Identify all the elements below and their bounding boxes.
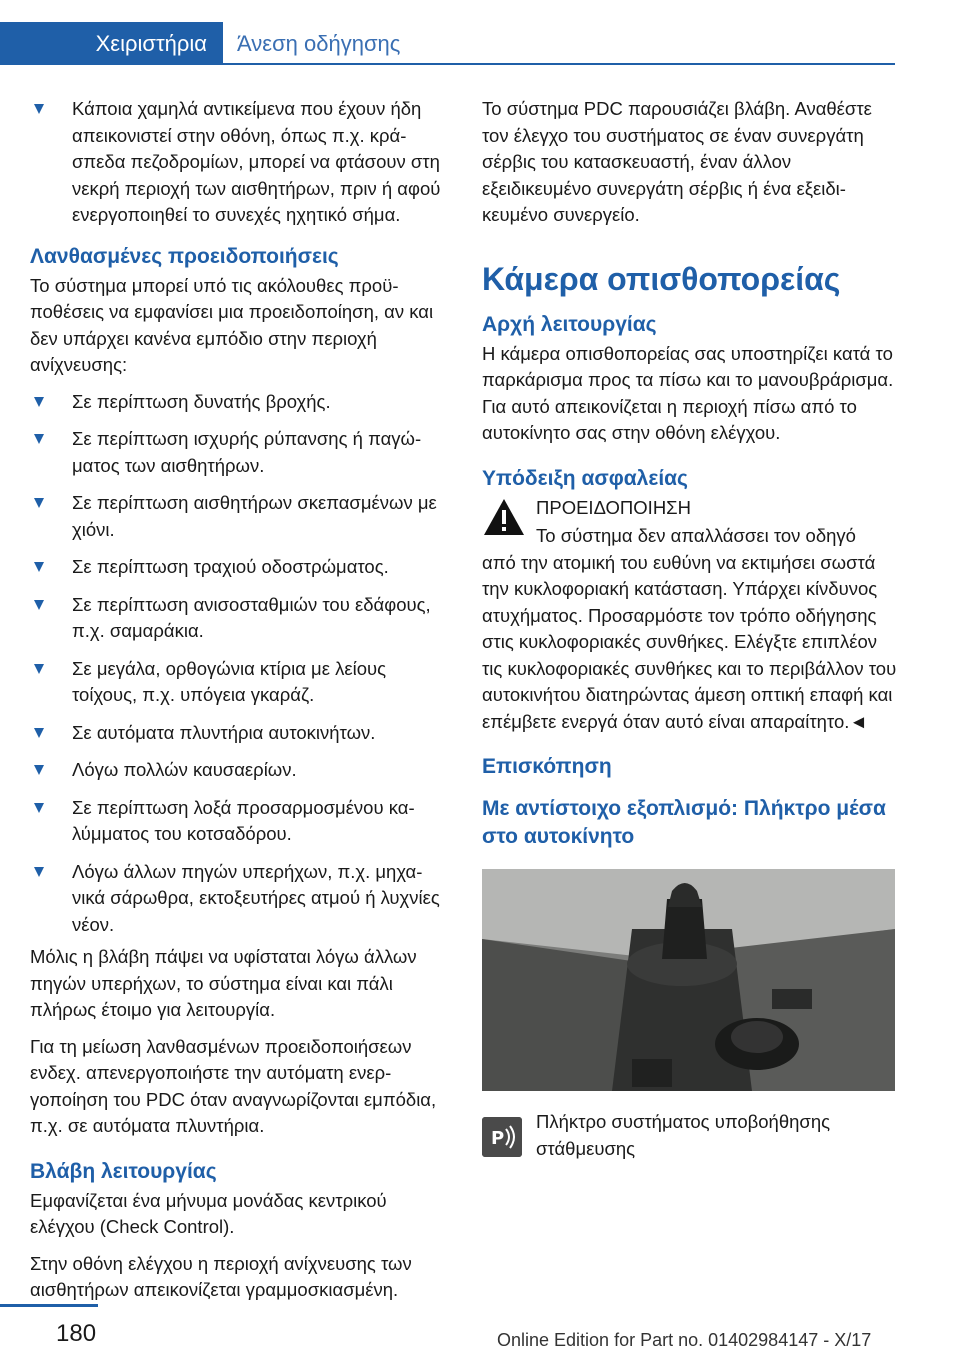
- page-number: 180: [56, 1320, 97, 1347]
- heading-safety-note: Υπόδειξη ασφαλείας: [482, 466, 688, 490]
- header-tab-driving-comfort-label: Άνεση οδήγησης: [237, 30, 401, 56]
- parking-assist-button-caption: Πλήκτρο συστήματος υποβοήθησης στάθμευσης: [536, 1111, 831, 1159]
- right-column: [482, 96, 897, 1162]
- list-item: [30, 490, 445, 543]
- list-item-text: Λόγω πολλών καυσαερίων.: [72, 759, 297, 780]
- list-item: [30, 389, 445, 416]
- bullet-triangle-icon: [34, 803, 44, 813]
- left-column: [30, 96, 445, 1314]
- center-console-illustration: [482, 869, 895, 1091]
- list-item-text: Κάποια χαμηλά αντικείμενα που έχουν ήδη απεικονιστεί στην οθόνη, όπως π.χ. κράσπεδα πεζοδρομίων, μπορεί να φτάσουν στη νεκρή περιοχή των αισθητήρων, πριν ή αφού ενεργοποιηθεί το συνεχές ηχητικό σήμα.: [72, 98, 441, 225]
- list-item-text: Σε περίπτωση τραχιού οδοστρώματος.: [72, 556, 389, 577]
- bullet-triangle-icon: [34, 765, 44, 775]
- header-rule: [0, 63, 895, 65]
- header-tab-controls[interactable]: [0, 22, 223, 65]
- warning-block: [482, 495, 897, 550]
- list-item: [30, 859, 445, 939]
- list-item: [30, 720, 445, 747]
- paragraph-false-warnings-intro: Το σύστημα μπορεί υπό τις ακόλουθες προϋποθέσεις να εμφανίσει μια προειδοποίηση, αν και δεν υπάρχει κανένα εμπόδιο στην περιοχή ανίχνευσης:: [30, 274, 434, 375]
- heading-rear-camera: Κάμερα οπισθοπορείας: [482, 260, 841, 297]
- heading-operating-principle: Αρχή λειτουργίας: [482, 312, 657, 336]
- heading-equipment-button: Με αντίστοιχο εξοπλισμό: Πλήκτρο μέσα στο αυτοκίνητο: [482, 797, 886, 848]
- list-item-text: Σε περίπτωση ανισοσταθμιών του εδάφους, π.χ. σαμαράκια.: [72, 593, 431, 641]
- header-tab-driving-comfort[interactable]: [237, 22, 400, 65]
- list-item-text: Σε περίπτωση λοξά προσαρμοσμένου καλύμματος του κοτσαδόρου.: [72, 796, 415, 844]
- bullet-triangle-icon: [34, 562, 44, 572]
- list-item: [30, 656, 445, 709]
- bullet-triangle-icon: [34, 664, 44, 674]
- heading-malfunction: Βλάβη λειτουργίας: [30, 1159, 217, 1183]
- car-interior-photo: [482, 869, 895, 1091]
- list-item-text: Σε περίπτωση δυνατής βροχής.: [72, 390, 331, 412]
- list-item-text: Λόγω άλλων πηγών υπερήχων, π.χ. μηχανικά σάρωθρα, εκτοξευτήρες ατμού ή λυχνίες νέον.: [72, 860, 440, 935]
- footer-rule: [0, 1304, 98, 1307]
- svg-text:P: P: [491, 1128, 505, 1149]
- bullet-triangle-icon: [34, 498, 44, 508]
- paragraph-operating-principle: Η κάμερα οπισθοπορείας σας υποστηρίζει κατά το παρκάρισμα προς τα πίσω και το μανουβράρισμα. Για αυτό απεικονίζεται η περιοχή πίσω από το αυτοκίνητο σας στην οθόνη ελέγχου.: [482, 342, 894, 443]
- list-item: [30, 795, 445, 848]
- bullet-triangle-icon: [34, 728, 44, 738]
- list-item: [30, 426, 445, 479]
- paragraph-malfunction-message: Εμφανίζεται ένα μήνυμα μονάδας κεντρικού ελέγχου (Check Control).: [30, 1189, 387, 1237]
- paragraph-ultrasound-recovery: Μόλις η βλάβη πάψει να υφίσταται λόγω άλλων πηγών υπερήχων, το σύστημα είναι και πάλι πλήρως έτοιμο για λειτουργία.: [30, 946, 417, 1020]
- bullet-triangle-icon: [34, 397, 44, 407]
- warning-title: ΠΡΟΕΙΔΟΠΟΙΗΣΗ: [536, 496, 691, 518]
- list-item: [30, 592, 445, 645]
- paragraph-pdc-fault: Το σύστημα PDC παρουσιάζει βλάβη. Αναθέστε τον έλεγχο του συστήματος σε έναν συνεργάτη σέρβις του κατασκευαστή, έναν άλλον εξειδικευμένο συνεργάτη σέρβις ή ένα εξειδικευμένο συνεργείο.: [482, 98, 872, 225]
- warning-text-first-line: Το σύστημα δεν απαλλάσσει τον οδηγό: [536, 525, 856, 546]
- bullet-triangle-icon: [34, 867, 44, 877]
- bullet-triangle-icon: [34, 434, 44, 444]
- list-item: [30, 96, 445, 229]
- parking-assist-button-row: [482, 1109, 897, 1162]
- warning-text: από την ατομική του ευθύνη να εκτιμήσει σωστά την κυκλοφοριακή κατάσταση. Υπάρχει κίνδυνος ατυχήματος. Προσαρμόστε τον τρόπο οδήγησης στις κυκλοφοριακές συνθήκες. Ελέγξτε επιπλέον τις κυκλοφοριακές συνθήκες και το περιβάλλον του αυτοκινήτου διατηρώντας άμεση οπτική επαφή και επέμβετε ενεργά όταν αυτό είναι απαραίτητο.◄: [482, 551, 897, 732]
- list-item: [30, 757, 445, 784]
- list-item-text: Σε αυτόματα πλυντήρια αυτοκινήτων.: [72, 721, 376, 743]
- bullet-triangle-icon: [34, 104, 44, 114]
- heading-false-warnings: Λανθασμένες προειδοποιήσεις: [30, 244, 339, 268]
- paragraph-malfunction-display: Στην οθόνη ελέγχου η περιοχή ανίχνευσης των αισθητήρων απεικονίζεται γραμμοσκιασμένη.: [30, 1252, 412, 1300]
- parking-assist-button-icon[interactable]: [482, 1117, 522, 1157]
- bullet-triangle-icon: [34, 600, 44, 610]
- footer-edition: Online Edition for Part no. 01402984147 - X/17: [497, 1330, 872, 1350]
- list-item: [30, 554, 445, 581]
- list-item-text: Σε περίπτωση αισθητήρων σκεπασμένων με χιόνι.: [72, 492, 437, 540]
- list-item-text: Σε μεγάλα, ορθογώνια κτίρια με λείους τοίχους, π.χ. υπόγεια γκαράζ.: [72, 657, 387, 705]
- header-tab-controls-label: Χειριστήρια: [95, 30, 207, 56]
- warning-triangle-icon: [482, 497, 526, 537]
- heading-overview: Επισκόπηση: [482, 755, 612, 778]
- paragraph-reduce-false-warnings: Για τη μείωση λανθασμένων προειδοποιήσεων ενδεχ. απενεργοποιήστε την αυτόματη ενεργοποίηση του PDC όταν αναγνωρίζονται εμπόδια, π.χ. σε αυτόματα πλυντήρια.: [30, 1035, 437, 1136]
- list-item-text: Σε περίπτωση ισχυρής ρύπανσης ή παγώματος των αισθητήρων.: [72, 428, 422, 476]
